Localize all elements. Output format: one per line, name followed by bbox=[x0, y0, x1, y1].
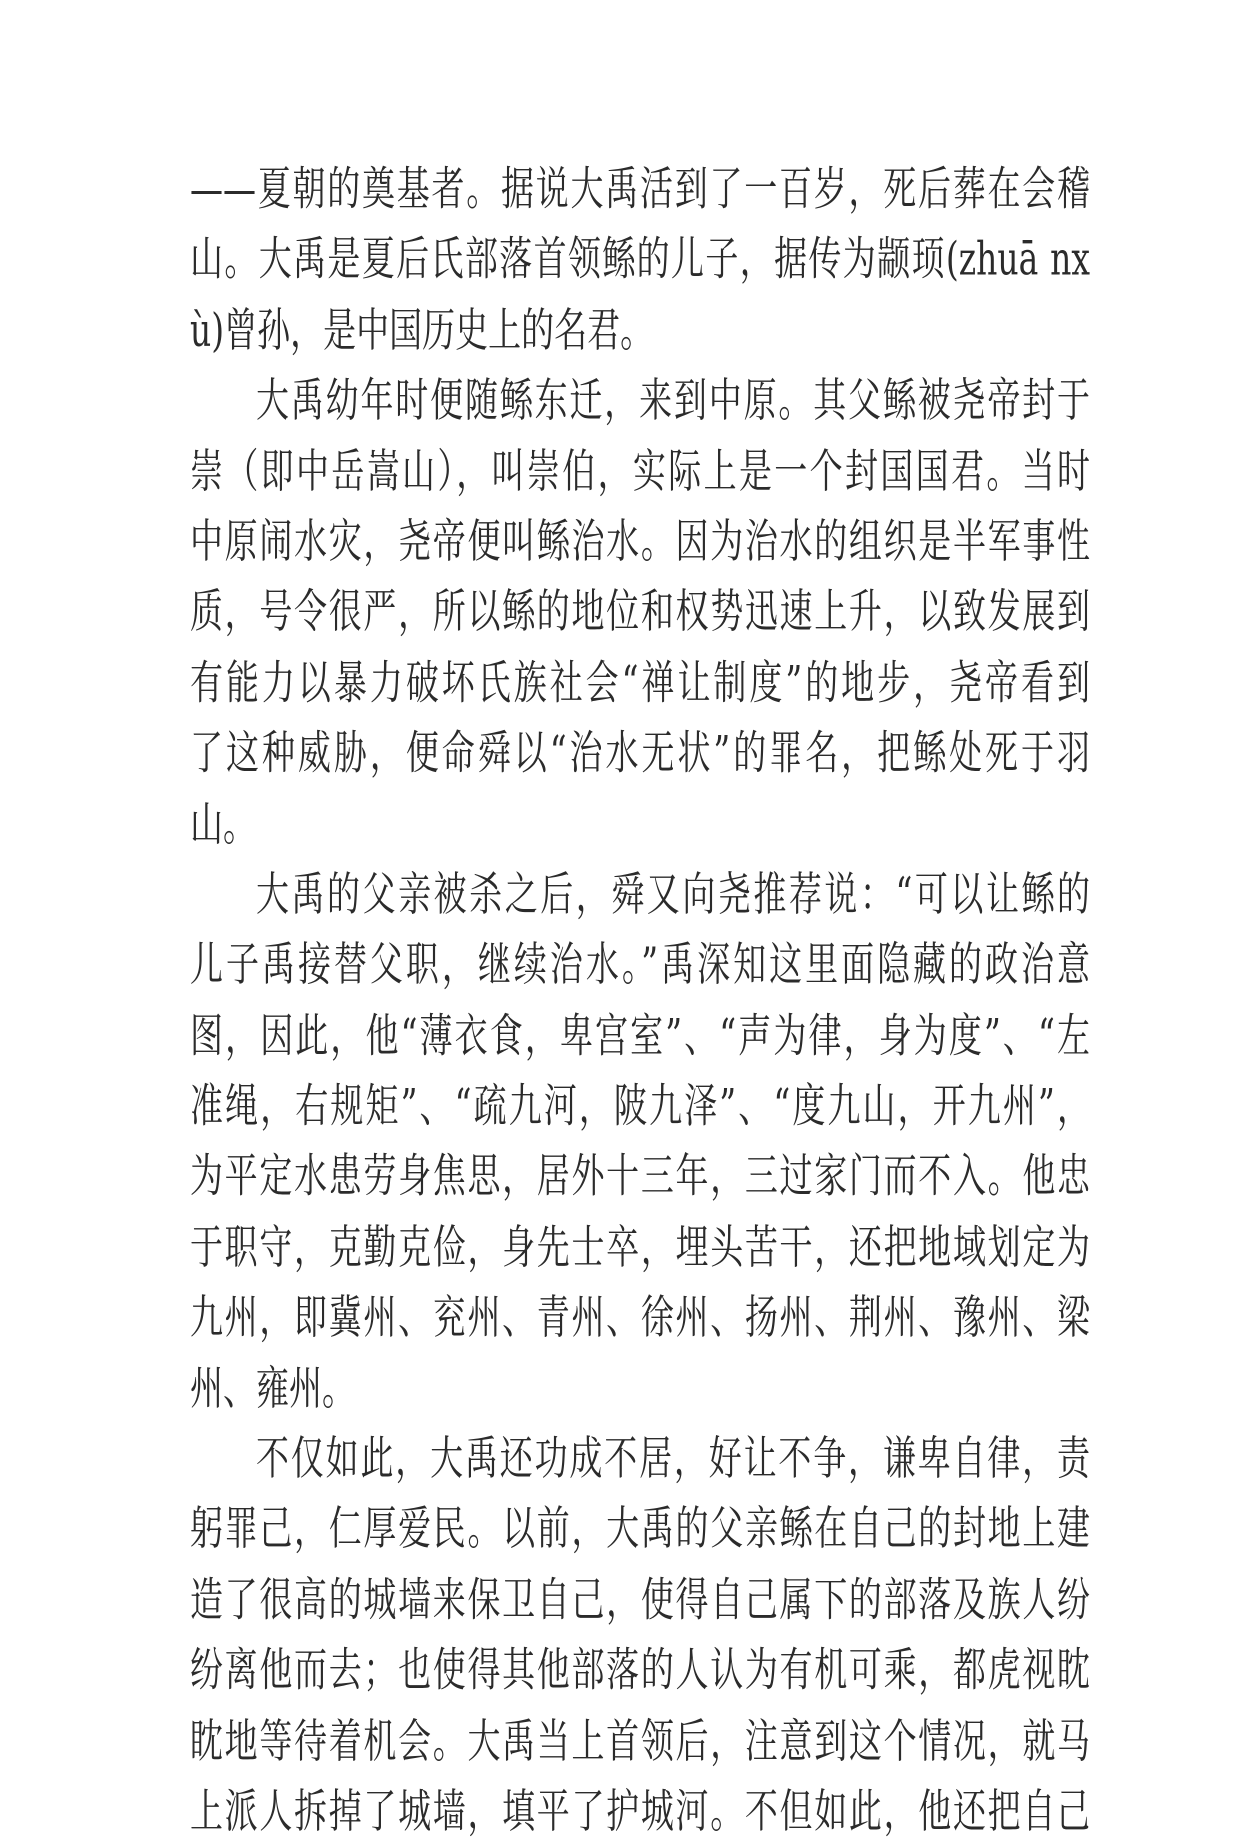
paragraph bbox=[190, 1424, 1090, 1847]
text-line: 大禹的父亲被杀之后，舜又向尧推荐说：“可以让鲧的 bbox=[256, 866, 1090, 922]
text-line: 有能力以暴力破坏氏族社会“禅让制度”的地步，尧帝看到 bbox=[190, 654, 1090, 710]
text-line: 崇（即中岳嵩山），叫崇伯，实际上是一个封国国君。当时 bbox=[190, 443, 1090, 498]
text-line: 儿子禹接替父职，继续治水。”禹深知这里面隐藏的政治意 bbox=[190, 937, 1090, 992]
text-line: 眈地等待着机会。大禹当上首领后，注意到这个情况，就马 bbox=[190, 1713, 1090, 1768]
paragraph bbox=[190, 154, 1090, 366]
text-line: 质，号令很严，所以鲧的地位和权势迅速上升，以致发展到 bbox=[190, 584, 1090, 639]
text-line: 为平定水患劳身焦思，居外十三年，三过家门而不入。他忠 bbox=[190, 1148, 1090, 1204]
text-line: 州、雍州。 bbox=[190, 1360, 355, 1415]
text-line: 造了很高的城墙来保卫自己，使得自己属下的部落及族人纷 bbox=[190, 1571, 1090, 1627]
text-line: 躬罪己，仁厚爱民。以前，大禹的父亲鲧在自己的封地上建 bbox=[190, 1501, 1090, 1556]
text-line: 山。 bbox=[190, 795, 256, 851]
text-line: 了这种威胁，便命舜以“治水无状”的罪名，把鲧处死于羽 bbox=[190, 725, 1090, 780]
text-line: 于职守，克勤克俭，身先士卒，埋头苦干，还把地域划定为 bbox=[190, 1219, 1090, 1274]
text-line: 纷离他而去；也使得其他部落的人认为有机可乘，都虎视眈 bbox=[190, 1642, 1090, 1698]
text-line: 中原闹水灾，尧帝便叫鲧治水。因为治水的组织是半军事性 bbox=[190, 513, 1090, 569]
document-body bbox=[190, 154, 1090, 1847]
text-line: ——夏朝的奠基者。据说大禹活到了一百岁，死后葬在会稽 bbox=[190, 161, 1090, 216]
text-line: 不仅如此，大禹还功成不居，好让不争，谦卑自律，责 bbox=[256, 1430, 1090, 1486]
text-line: 大禹幼年时便随鲧东迁，来到中原。其父鲧被尧帝封于 bbox=[256, 372, 1090, 428]
text-line: 上派人拆掉了城墙，填平了护城河。不但如此，他还把自己 bbox=[190, 1783, 1090, 1839]
text-line: 图，因此，他“薄衣食，卑宫室”、“声为律，身为度”、“左 bbox=[190, 1007, 1090, 1063]
paragraph bbox=[190, 366, 1090, 860]
text-line: ù)曾孙，是中国历史上的名君。 bbox=[190, 302, 654, 357]
paragraph bbox=[190, 859, 1090, 1423]
text-line: 山。大禹是夏后氏部落首领鲧的儿子，据传为颛顼(zhuā nx bbox=[190, 231, 1090, 287]
text-line: 准绳，右规矩”、“疏九河，陂九泽”、“度九山，开九州”， bbox=[190, 1078, 1090, 1133]
text-line: 九州，即冀州、兖州、青州、徐州、扬州、荆州、豫州、梁 bbox=[190, 1289, 1090, 1345]
